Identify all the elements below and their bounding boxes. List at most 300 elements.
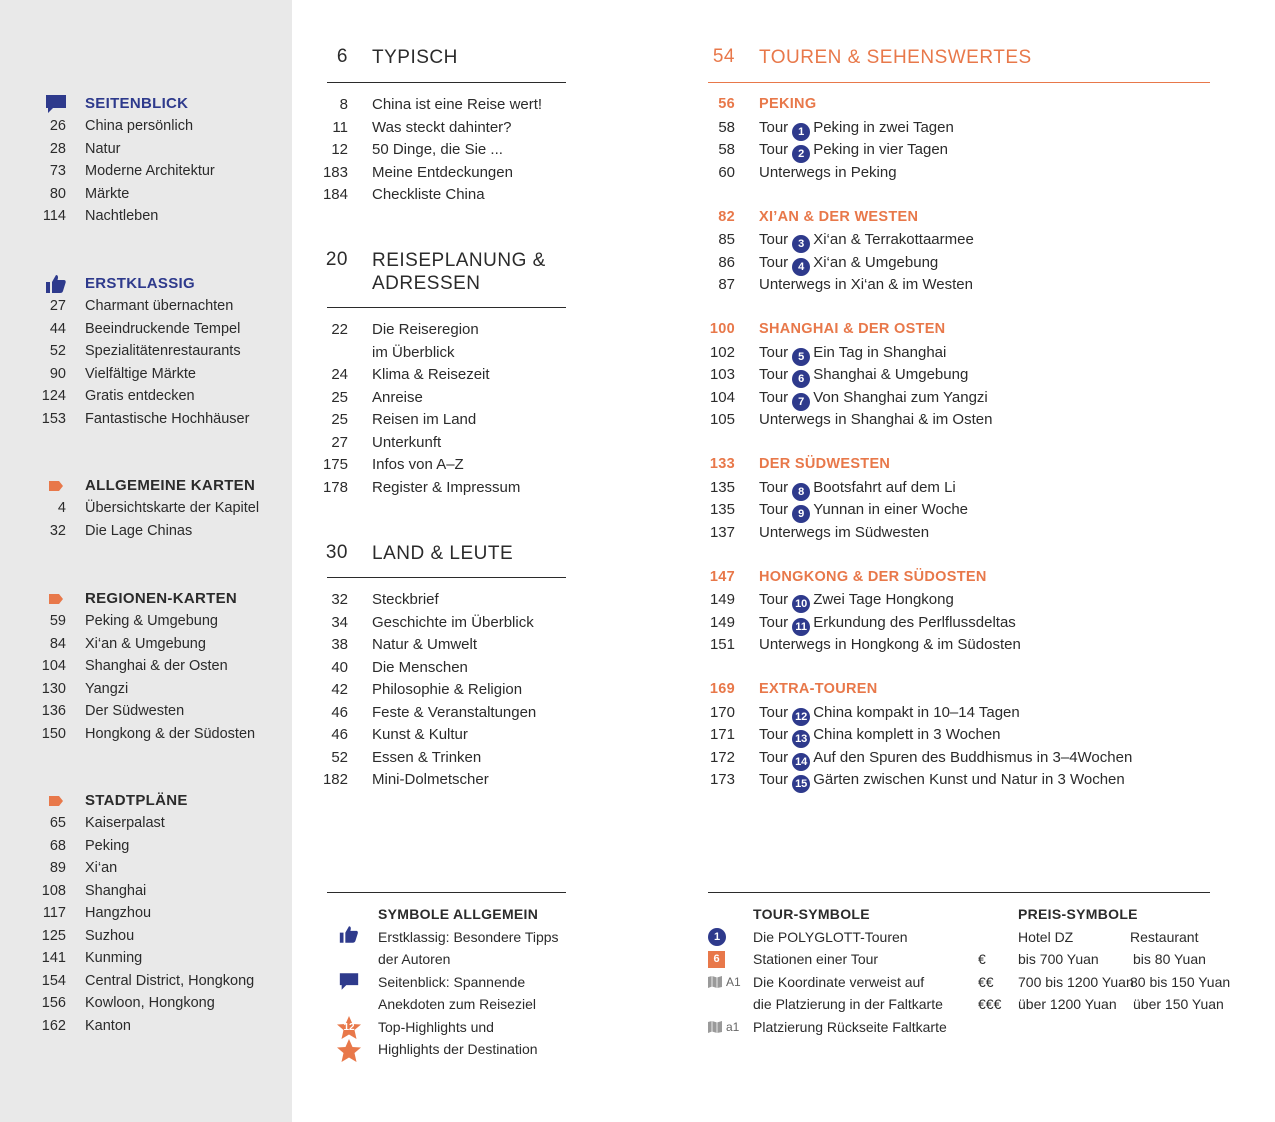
section-items [0, 497, 292, 542]
page-number: 173 [709, 771, 735, 788]
page-number: 46 [331, 703, 348, 721]
page-number: 135 [709, 478, 735, 496]
legend-tour [708, 904, 968, 1044]
sidebar-section-regionen-karten [0, 588, 292, 745]
item-label: Spezialitätenrestaurants [85, 343, 241, 359]
item-label: Yangzi [85, 680, 129, 697]
sidebar-section-erstklassig [0, 273, 292, 430]
legend-line: Top-Highlights und [378, 1019, 494, 1035]
chapter-title [372, 249, 546, 295]
item-label: Nachtleben [85, 208, 159, 224]
divider [708, 892, 1210, 893]
tour-entry [708, 768, 1268, 791]
legend-line: Die Koordinate verweist auf [753, 974, 925, 990]
page-number: 52 [331, 748, 348, 766]
region-heading [708, 678, 1268, 701]
entry-label: Klima & Reisezeit [372, 366, 490, 383]
page-number: 44 [49, 320, 66, 337]
page-number: 85 [718, 231, 735, 248]
tour-name: Ein Tag in Shanghai [813, 343, 947, 361]
tour-word: Tour [759, 748, 789, 766]
region-heading [708, 318, 1268, 341]
chapter-page: 20 [325, 249, 348, 270]
star-icon [336, 1038, 362, 1067]
tour-entry [708, 363, 1268, 386]
page-number: 26 [49, 118, 66, 134]
page-number: 130 [41, 680, 66, 697]
region-title: XI’AN & DER WESTEN [759, 208, 919, 225]
item-label: Peking [85, 837, 130, 854]
region-page: 147 [709, 568, 735, 585]
toc-entry [321, 656, 571, 679]
region-title: DER SÜDWESTEN [759, 456, 891, 472]
tour-region [708, 678, 1268, 791]
page-number: 86 [718, 253, 735, 271]
toc-entry [321, 746, 571, 769]
folded-map-icon [708, 975, 722, 991]
chapter-touren [708, 46, 1208, 70]
price-hotel: bis 700 Yuan [1018, 951, 1099, 967]
tour-entry [708, 408, 1268, 431]
page-number: 84 [49, 635, 66, 652]
entry-label: Unterwegs in Peking [759, 163, 897, 181]
tour-name: Zwei Tage Hongkong [813, 591, 954, 608]
tour-entry [708, 633, 1268, 656]
chapter-typisch [321, 46, 571, 70]
toc-entry [321, 138, 571, 161]
list-item [0, 610, 292, 633]
region-heading [708, 453, 1268, 476]
list-item [0, 318, 292, 341]
item-label: Übersichtskarte der Kapitel [85, 500, 260, 516]
list-item [0, 1015, 292, 1038]
item-label: Hangzhou [85, 905, 152, 921]
entry-label: Die Menschen [372, 658, 468, 676]
list-item [0, 678, 292, 701]
list-item [0, 160, 292, 183]
page-number: 27 [331, 433, 348, 451]
region-title: HONGKONG & DER SÜDOSTEN [759, 568, 987, 585]
tour-word: Tour [759, 388, 789, 406]
page-number: 52 [49, 343, 66, 359]
entry-label: Die Reiseregion [372, 321, 479, 338]
tour-number-badge: 2 [792, 145, 810, 163]
tour-word: Tour [759, 366, 789, 383]
tour-name: Xi‘an & Umgebung [813, 253, 939, 271]
item-label: Kanton [85, 1017, 131, 1034]
page-number: 141 [41, 950, 66, 966]
tour-number-badge: 12 [792, 708, 810, 726]
page-number: 103 [709, 366, 735, 383]
thumbs-up-icon [338, 925, 360, 947]
list-item [0, 902, 292, 925]
entry-label: Checkliste China [372, 186, 485, 203]
legend-line: Die POLYGLOTT-Touren [753, 929, 908, 945]
list-item [0, 205, 292, 228]
tour-number-badge: 15 [792, 775, 810, 793]
station-badge: 6 [708, 951, 725, 968]
map-tag-icon [44, 589, 68, 609]
toc-entry [321, 701, 571, 724]
page-number: 154 [41, 972, 66, 989]
page-number: 25 [331, 411, 348, 428]
tour-region [708, 566, 1268, 656]
item-label: Peking & Umgebung [85, 613, 218, 629]
list-item [0, 520, 292, 543]
star-number: 12 [343, 1022, 355, 1033]
tour-name: Peking in vier Tagen [813, 141, 948, 158]
list-item [0, 992, 292, 1015]
page-number: 40 [331, 658, 348, 676]
page-number: 89 [49, 860, 66, 876]
divider [708, 82, 1210, 83]
toc-entry [321, 341, 571, 364]
tour-entry [708, 161, 1268, 184]
tour-word: Tour [759, 478, 789, 496]
entry-label: Unterwegs in Xi‘an & im Westen [759, 276, 973, 293]
entry-label: Was steckt dahinter? [372, 118, 512, 136]
list-item [0, 408, 292, 431]
page-number: 182 [322, 771, 348, 788]
legend-price [975, 904, 1271, 1024]
tour-entry [708, 273, 1268, 296]
tour-region [708, 318, 1268, 431]
chapter-title: TOUREN & SEHENSWERTES [759, 47, 1032, 68]
tour-number-badge: 4 [792, 258, 810, 276]
map-tag-icon [44, 791, 68, 811]
list-item [0, 115, 292, 138]
tour-region [708, 453, 1268, 543]
page-number: 59 [49, 613, 66, 629]
page-number: 4 [57, 500, 66, 516]
tour-entry [708, 701, 1268, 724]
speech-bubble-icon [44, 94, 68, 114]
legend-line: die Platzierung in der Faltkarte [753, 996, 943, 1012]
tour-entry [708, 251, 1268, 274]
item-label: Hongkong & der Südosten [85, 725, 256, 742]
sidebar-section-stadtplaene [0, 790, 292, 1037]
tour-name: Auf den Spuren des Buddhismus in 3–4Wochen [813, 748, 1133, 766]
item-label: Shanghai & der Osten [85, 658, 228, 674]
toc-entry [321, 408, 571, 431]
page-number: 42 [331, 681, 348, 698]
tour-number-badge: 9 [792, 505, 810, 523]
entry-label: China ist eine Reise wert! [372, 96, 543, 113]
chapter-title: TYPISCH [372, 47, 458, 68]
tour-number-badge: 14 [792, 753, 810, 771]
page-number: 150 [41, 725, 66, 742]
item-label: China persönlich [85, 118, 194, 134]
page-number: 46 [331, 726, 348, 743]
legend-title: TOUR-SYMBOLE [753, 906, 870, 922]
list-item [0, 925, 292, 948]
thumbs-up-icon [44, 274, 68, 294]
page-number: 135 [709, 501, 735, 518]
tour-number-badge: 1 [708, 928, 726, 946]
entry-label: Reisen im Land [372, 411, 477, 428]
item-label: Natur [85, 140, 121, 157]
list-item [0, 857, 292, 880]
price-restaurant: über 150 Yuan [1133, 996, 1224, 1012]
page-number: 170 [709, 703, 735, 721]
toc-entry [321, 363, 571, 386]
tour-entry [708, 476, 1268, 499]
sidebar-section-allgemeine-karten [0, 475, 292, 542]
section-items [0, 295, 292, 430]
item-label: Charmant übernachten [85, 298, 234, 314]
entry-label: Meine Entdeckungen [372, 163, 513, 181]
tour-number-badge: 6 [792, 370, 810, 388]
page-number: 162 [41, 1017, 66, 1034]
page-number: 156 [41, 995, 66, 1011]
item-label: Gratis entdecken [85, 388, 195, 404]
item-label: Central District, Hongkong [85, 972, 255, 989]
page-number: 87 [718, 276, 735, 293]
tour-list [708, 93, 1268, 813]
tour-name: Von Shanghai zum Yangzi [813, 388, 988, 406]
tour-entry [708, 521, 1268, 544]
entry-label: 50 Dinge, die Sie ... [372, 141, 503, 158]
tour-number-badge: 8 [792, 483, 810, 501]
entry-label: Essen & Trinken [372, 748, 482, 766]
page-number: 11 [332, 118, 348, 136]
list-item [0, 812, 292, 835]
item-label: Die Lage Chinas [85, 522, 193, 539]
price-symbol: €€ [978, 974, 994, 990]
entry-label: Unterkunft [372, 433, 442, 451]
region-page: 56 [718, 96, 735, 112]
list-item [0, 700, 292, 723]
page-number: 90 [49, 365, 66, 382]
entry-label: Unterwegs in Hongkong & im Südosten [759, 636, 1021, 653]
toc-entry [321, 768, 571, 791]
list-item [0, 138, 292, 161]
legend-line: Platzierung Rückseite Faltkarte [753, 1019, 947, 1035]
chapter-items [321, 588, 571, 791]
page-number: 153 [41, 410, 66, 427]
tour-word: Tour [759, 253, 789, 271]
page-number: 104 [41, 658, 66, 674]
tour-entry [708, 138, 1268, 161]
entry-label: Anreise [372, 388, 423, 406]
list-item [0, 880, 292, 903]
legend-line: Erstklassig: Besondere Tipps [378, 929, 559, 945]
price-hotel: über 1200 Yuan [1018, 996, 1117, 1012]
price-symbol: €€€ [978, 996, 1002, 1012]
sidebar-section-seitenblick [0, 93, 292, 228]
entry-label: im Überblick [372, 343, 455, 361]
item-label: Beeindruckende Tempel [85, 320, 241, 337]
page-number: 12 [331, 141, 348, 158]
section-title: REGIONEN-KARTEN [85, 590, 238, 607]
divider [327, 82, 566, 83]
page-number: 73 [49, 163, 66, 179]
chapter-land-leute [321, 542, 571, 566]
legend-general [321, 904, 581, 1074]
page-number: 108 [41, 882, 66, 899]
tour-entry [708, 588, 1268, 611]
toc-entry [321, 476, 571, 499]
section-title: ALLGEMEINE KARTEN [85, 477, 256, 494]
region-heading [708, 93, 1268, 116]
tour-entry [708, 386, 1268, 409]
toc-entry [321, 611, 571, 634]
tour-name: Bootsfahrt auf dem Li [813, 478, 956, 496]
item-label: Fantastische Hochhäuser [85, 410, 250, 427]
legend-title: PREIS-SYMBOLE [1018, 906, 1138, 922]
page-number: 105 [709, 411, 735, 428]
divider [327, 307, 566, 308]
legend-line: Anekdoten zum Reiseziel [378, 996, 536, 1012]
tour-number-badge: 7 [792, 393, 810, 411]
list-item [0, 295, 292, 318]
page-number: 125 [41, 927, 66, 944]
region-heading [708, 566, 1268, 589]
price-hotel: 700 bis 1200 Yuan [1018, 974, 1134, 990]
toc-entry [321, 386, 571, 409]
region-page: 133 [709, 456, 735, 472]
chapter-title-line-1: REISEPLANUNG & [372, 250, 546, 271]
page-number: 178 [322, 478, 348, 496]
toc-entry [321, 93, 571, 116]
list-item [0, 970, 292, 993]
list-item [0, 633, 292, 656]
page-number: 25 [331, 388, 348, 406]
tour-entry [708, 746, 1268, 769]
chapter-items [321, 318, 571, 498]
item-label: Moderne Architektur [85, 163, 215, 179]
entry-label: Natur & Umwelt [372, 636, 478, 653]
chapter-page: 6 [336, 46, 348, 67]
list-item [0, 947, 292, 970]
toc-entry [321, 431, 571, 454]
tour-entry [708, 341, 1268, 364]
tour-entry [708, 723, 1268, 746]
entry-label: Unterwegs im Südwesten [759, 523, 930, 541]
tour-word: Tour [759, 703, 789, 721]
tour-word: Tour [759, 141, 789, 158]
tour-name: Xi‘an & Terrakottaarmee [813, 231, 974, 248]
page-number: 102 [709, 343, 735, 361]
tour-word: Tour [759, 591, 789, 608]
section-items [0, 812, 292, 1037]
entry-label: Kunst & Kultur [372, 726, 468, 743]
toc-entry [321, 633, 571, 656]
tour-name: Yunnan in einer Woche [813, 501, 969, 518]
toc-entry [321, 161, 571, 184]
page-number: 27 [49, 298, 66, 314]
coordinate-label: A1 [726, 975, 741, 989]
tour-entry [708, 116, 1268, 139]
legend-line: Highlights der Destination [378, 1041, 538, 1057]
item-label: Kaiserpalast [85, 815, 165, 831]
item-label: Vielfältige Märkte [85, 365, 196, 382]
chapter-items [321, 93, 571, 206]
page-number: 137 [709, 523, 735, 541]
page-number: 32 [49, 522, 66, 539]
chapter-title-line-2: ADRESSEN [372, 273, 481, 294]
page-number: 32 [331, 591, 348, 608]
tour-region [708, 93, 1268, 183]
page-number: 8 [339, 96, 348, 113]
legend-title: SYMBOLE ALLGEMEIN [378, 906, 539, 922]
list-item [0, 183, 292, 206]
chapter-page: 54 [712, 46, 735, 67]
tour-name: Shanghai & Umgebung [813, 366, 969, 383]
page-number: 183 [322, 163, 348, 181]
chapter-title: LAND & LEUTE [372, 543, 514, 564]
page-number: 172 [709, 748, 735, 766]
page-number: 117 [42, 905, 66, 921]
item-label: Xi‘an & Umgebung [85, 635, 206, 652]
page-number: 34 [331, 613, 348, 631]
tour-entry [708, 228, 1268, 251]
legend-line: der Autoren [378, 951, 451, 967]
region-title: PEKING [759, 96, 817, 112]
tour-number-badge: 3 [792, 235, 810, 253]
list-item [0, 655, 292, 678]
region-page: 100 [709, 321, 735, 337]
page-number: 104 [709, 388, 735, 406]
page-number: 68 [49, 837, 66, 854]
entry-label: Philosophie & Religion [372, 681, 523, 698]
tour-number-badge: 11 [792, 618, 810, 636]
tour-word: Tour [759, 771, 789, 788]
tour-number-badge: 5 [792, 348, 810, 366]
page-number: 24 [331, 366, 348, 383]
page-number: 60 [718, 163, 735, 181]
tour-word: Tour [759, 343, 789, 361]
tour-word: Tour [759, 726, 789, 743]
coordinate-label: a1 [726, 1020, 740, 1034]
list-item [0, 835, 292, 858]
chapter-reiseplanung [321, 249, 571, 295]
page-number: 184 [322, 186, 348, 203]
page-number: 65 [49, 815, 66, 831]
toc-entry [321, 453, 571, 476]
legend-line: Stationen einer Tour [753, 951, 879, 967]
list-item [0, 723, 292, 746]
region-page: 169 [709, 681, 735, 697]
page-number: 38 [331, 636, 348, 653]
section-title: SEITENBLICK [85, 95, 189, 112]
tour-number-badge: 1 [792, 123, 810, 141]
item-label: Kowloon, Hongkong [85, 995, 215, 1011]
page-number: 114 [42, 208, 66, 224]
region-title: SHANGHAI & DER OSTEN [759, 321, 946, 337]
item-label: Shanghai [85, 882, 147, 899]
toc-entry [321, 723, 571, 746]
page-number: 58 [718, 118, 735, 136]
page-number: 22 [331, 321, 348, 338]
list-item [0, 340, 292, 363]
map-tag-icon [44, 476, 68, 496]
tour-name: China kompakt in 10–14 Tagen [813, 703, 1020, 721]
page-number: 80 [49, 185, 66, 202]
page-number: 149 [709, 613, 735, 631]
price-restaurant: bis 80 Yuan [1133, 951, 1206, 967]
entry-label: Mini-Dolmetscher [372, 771, 489, 788]
tour-name: Peking in zwei Tagen [813, 118, 954, 136]
toc-entry [321, 588, 571, 611]
toc-entry [321, 678, 571, 701]
item-label: Kunming [85, 950, 143, 966]
item-label: Suzhou [85, 927, 135, 944]
entry-label: Geschichte im Überblick [372, 613, 534, 631]
entry-label: Unterwegs in Shanghai & im Osten [759, 411, 993, 428]
list-item [0, 363, 292, 386]
item-label: Märkte [85, 185, 130, 202]
